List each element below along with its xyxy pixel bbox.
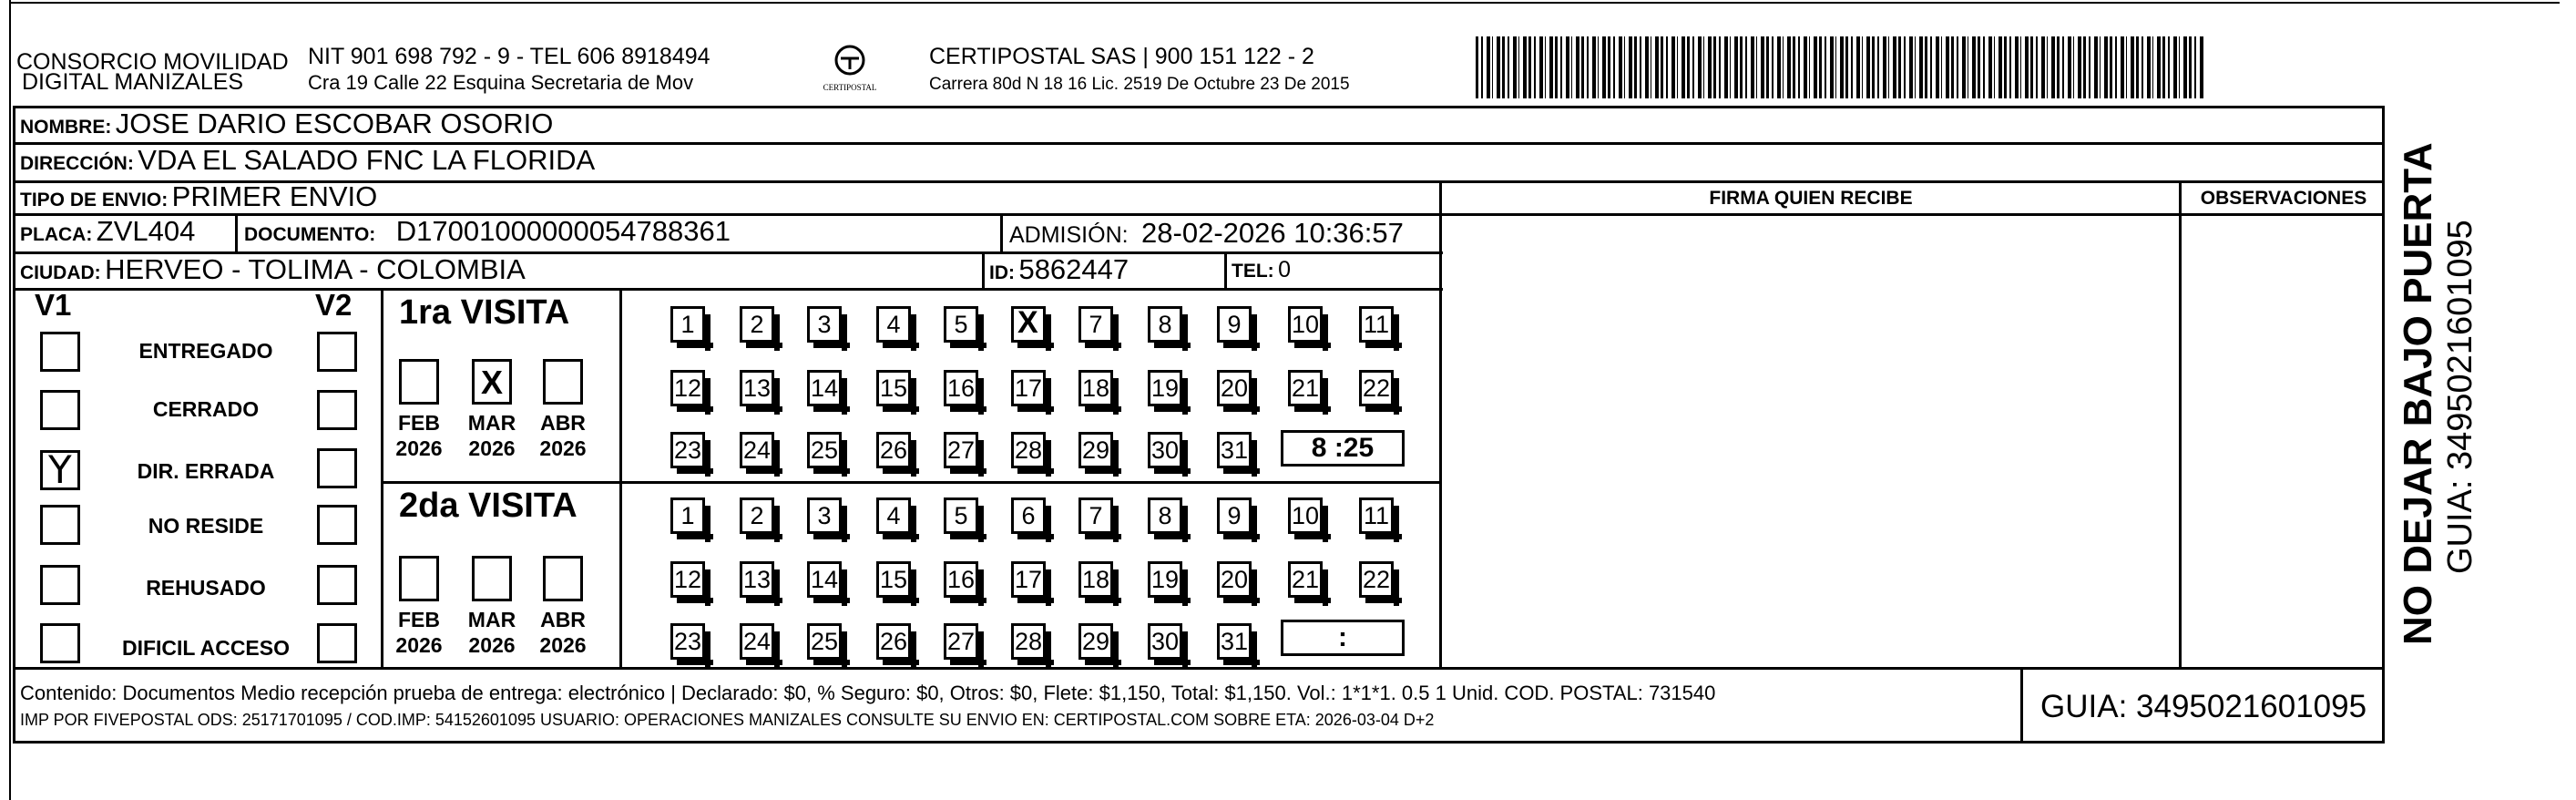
tipo-value: PRIMER ENVIO	[171, 180, 378, 212]
day-box[interactable]	[1148, 497, 1182, 534]
row-line-6	[13, 667, 2385, 670]
day-number: 16	[946, 374, 976, 402]
day-number: 28	[1014, 436, 1043, 464]
day-box[interactable]	[1288, 370, 1323, 406]
ciudad-divider	[982, 251, 985, 288]
day-number: 24	[742, 628, 772, 655]
day-number: 3	[817, 502, 832, 529]
day-number: 10	[1291, 502, 1320, 529]
v1-header: V1	[35, 288, 72, 322]
day-box[interactable]	[1359, 306, 1394, 343]
logo-icon	[832, 42, 868, 78]
day-number: 9	[1227, 311, 1242, 338]
admision-cell	[1009, 217, 1404, 250]
day-number: 17	[1014, 374, 1043, 402]
day-box[interactable]	[1078, 370, 1113, 406]
day-number: 30	[1150, 436, 1180, 464]
footer-guia-box: GUIA: 3495021601095	[2040, 689, 2367, 724]
day-number: 7	[1089, 311, 1103, 338]
placa-value: ZVL404	[96, 215, 196, 247]
day-mark: X	[1017, 305, 1038, 340]
logo-text: CERTIPOSTAL	[823, 83, 877, 92]
visita2-month-feb: FEB 2026	[395, 608, 443, 657]
day-number: 3	[817, 311, 832, 338]
day-number: 21	[1291, 374, 1320, 402]
day-box[interactable]	[807, 497, 842, 534]
day-box[interactable]	[670, 370, 705, 406]
day-box[interactable]	[670, 306, 705, 343]
day-number: 25	[810, 436, 839, 464]
visita2-time: :	[1338, 622, 1347, 652]
tel-cell	[1232, 257, 1291, 283]
v1-checkbox-dificil-acceso[interactable]	[40, 623, 80, 663]
placa-divider	[235, 215, 238, 251]
visita1-month-abr: ABR 2026	[539, 411, 587, 460]
visita-split-line	[381, 481, 1439, 484]
day-box[interactable]	[1288, 306, 1323, 343]
day-number: 4	[886, 502, 901, 529]
day-box[interactable]	[807, 432, 842, 468]
id-label: ID:	[989, 262, 1015, 283]
day-box[interactable]	[1217, 370, 1252, 406]
footer-divider	[2020, 667, 2023, 744]
day-number: 23	[673, 628, 702, 655]
nombre-value: JOSE DARIO ESCOBAR OSORIO	[115, 108, 554, 139]
day-box[interactable]	[876, 370, 911, 406]
visita2-month-box-abr[interactable]	[543, 556, 583, 601]
day-box[interactable]	[1011, 497, 1046, 534]
day-number: 17	[1014, 566, 1043, 593]
documento-value: D17001000000054788361	[395, 215, 731, 247]
visita2-month-abr: ABR 2026	[539, 608, 587, 657]
day-box[interactable]	[944, 432, 978, 468]
nombre-row	[20, 108, 553, 140]
day-box[interactable]	[807, 370, 842, 406]
v2-checkbox-entregado[interactable]	[317, 332, 357, 372]
ciudad-cell	[20, 253, 526, 286]
day-number: 9	[1227, 502, 1242, 529]
visita1-month-feb: FEB 2026	[395, 411, 443, 460]
side-no-dejar: NO DEJAR BAJO PUERTA	[2396, 142, 2440, 645]
day-number: 12	[673, 374, 702, 402]
day-box[interactable]	[1359, 561, 1394, 598]
day-number: 11	[1363, 311, 1390, 338]
day-box[interactable]	[876, 561, 911, 598]
day-number: 27	[946, 436, 976, 464]
day-box[interactable]	[876, 306, 911, 343]
visita1-title: 1ra VISITA	[399, 293, 570, 332]
day-box[interactable]	[1078, 623, 1113, 660]
barcode	[1476, 36, 2204, 98]
visita2-month-box-feb[interactable]	[399, 556, 439, 601]
side-guia: GUIA: 3495021601095	[2441, 220, 2479, 574]
day-number: 6	[1021, 502, 1036, 529]
status-label-dir-errada: DIR. ERRADA	[137, 459, 275, 483]
visita2-time-box[interactable]	[1281, 620, 1405, 656]
day-number: 12	[673, 566, 702, 593]
certipostal-line: CERTIPOSTAL SAS | 900 151 122 - 2	[929, 44, 1314, 69]
day-number: 13	[742, 374, 772, 402]
day-number: 29	[1081, 436, 1110, 464]
day-box[interactable]	[1078, 561, 1113, 598]
v2-checkbox-no-reside[interactable]	[317, 505, 357, 545]
col-divider-main	[1439, 180, 1442, 667]
ciudad-label: CIUDAD:	[20, 262, 101, 283]
visita1-month-box-abr[interactable]	[543, 359, 583, 405]
tel-label: TEL:	[1232, 261, 1274, 282]
visita1-month-box-mar[interactable]	[472, 359, 512, 405]
day-box[interactable]	[807, 306, 842, 343]
day-number: 4	[886, 311, 901, 338]
ciudad-value: HERVEO - TOLIMA - COLOMBIA	[105, 253, 526, 285]
day-box[interactable]	[1148, 306, 1182, 343]
day-box[interactable]	[1217, 432, 1252, 468]
day-box[interactable]	[1078, 306, 1113, 343]
observaciones-header: OBSERVACIONES	[2200, 188, 2367, 209]
day-number: 1	[680, 502, 695, 529]
day-number: 15	[879, 566, 908, 593]
day-number: 27	[946, 628, 976, 655]
documento-divider	[1000, 215, 1003, 251]
day-box[interactable]	[1078, 432, 1113, 468]
company-line-2: DIGITAL MANIZALES	[22, 69, 244, 95]
day-box[interactable]	[1359, 497, 1394, 534]
day-box[interactable]	[807, 623, 842, 660]
company-line-1: CONSORCIO MOVILIDAD	[16, 49, 289, 75]
day-number: 25	[810, 628, 839, 655]
day-number: 8	[1158, 311, 1172, 338]
day-box[interactable]	[1011, 306, 1046, 343]
day-box[interactable]	[670, 497, 705, 534]
day-box[interactable]	[1148, 432, 1182, 468]
day-box[interactable]	[740, 370, 774, 406]
day-box[interactable]	[944, 497, 978, 534]
day-number: 18	[1081, 566, 1110, 593]
day-number: 13	[742, 566, 772, 593]
day-number: 18	[1081, 374, 1110, 402]
day-box[interactable]	[670, 561, 705, 598]
status-label-cerrado: CERRADO	[152, 397, 260, 421]
day-box[interactable]	[1011, 623, 1046, 660]
v2-header: V2	[315, 288, 353, 322]
day-number: 20	[1220, 374, 1249, 402]
fields-bottom-line	[1443, 213, 2385, 216]
day-number: 26	[879, 628, 908, 655]
day-number: 22	[1362, 566, 1391, 593]
visita1-month-mar: MAR 2026	[467, 411, 516, 460]
day-box[interactable]	[1011, 561, 1046, 598]
day-number: 21	[1291, 566, 1320, 593]
day-number: 29	[1081, 628, 1110, 655]
tipo-label: TIPO DE ENVIO:	[20, 190, 169, 210]
status-divider	[381, 288, 383, 667]
day-box[interactable]	[1217, 306, 1252, 343]
day-box[interactable]	[670, 623, 705, 660]
documento-cell	[244, 215, 731, 248]
firma-header: FIRMA QUIEN RECIBE	[1709, 188, 1913, 209]
day-number: 5	[954, 502, 968, 529]
day-number: 14	[810, 566, 839, 593]
day-number: 11	[1363, 502, 1390, 529]
tel-value: 0	[1278, 257, 1292, 282]
day-box[interactable]	[1148, 561, 1182, 598]
visita2-title: 2da VISITA	[399, 487, 578, 525]
day-box[interactable]	[1011, 370, 1046, 406]
day-number: 31	[1220, 436, 1249, 464]
status-label-no-reside: NO RESIDE	[148, 514, 264, 538]
day-box[interactable]	[1011, 432, 1046, 468]
visita-divider	[619, 288, 622, 667]
status-label-entregado: ENTREGADO	[138, 339, 273, 363]
day-number: 30	[1150, 628, 1180, 655]
day-number: 20	[1220, 566, 1249, 593]
col-divider-obs	[2179, 180, 2182, 667]
v2-checkbox-rehusado[interactable]	[317, 565, 357, 605]
day-number: 26	[879, 436, 908, 464]
day-number: 23	[673, 436, 702, 464]
v1-checkbox-no-reside[interactable]	[40, 505, 80, 545]
visita1-time: 8 :25	[1311, 433, 1375, 463]
day-box[interactable]	[1288, 497, 1323, 534]
day-box[interactable]	[1288, 561, 1323, 598]
day-box[interactable]	[1078, 497, 1113, 534]
page-top-border	[9, 2, 2560, 4]
day-box[interactable]	[876, 497, 911, 534]
v2-checkbox-dir-errada[interactable]	[317, 448, 357, 488]
admision-value: 28-02-2026 10:36:57	[1141, 217, 1404, 249]
day-number: 10	[1291, 311, 1320, 338]
direccion-row	[20, 144, 595, 177]
day-number: 5	[954, 311, 968, 338]
day-number: 19	[1150, 566, 1180, 593]
row-line-5	[13, 288, 1443, 291]
tipo-row	[20, 180, 377, 213]
day-box[interactable]	[670, 432, 705, 468]
day-number: 14	[810, 374, 839, 402]
nit-line: NIT 901 698 792 - 9 - TEL 606 8918494	[308, 44, 710, 69]
day-box[interactable]	[740, 306, 774, 343]
day-box[interactable]	[944, 370, 978, 406]
day-number: 31	[1220, 628, 1249, 655]
id-value: 5862447	[1018, 253, 1130, 285]
day-number: 15	[879, 374, 908, 402]
day-number: 28	[1014, 628, 1043, 655]
v1-checkbox-rehusado[interactable]	[40, 565, 80, 605]
day-box[interactable]	[740, 623, 774, 660]
day-box[interactable]	[1359, 370, 1394, 406]
v2-checkbox-cerrado[interactable]	[317, 390, 357, 430]
direccion-label: DIRECCIÓN:	[20, 153, 134, 174]
day-number: 22	[1362, 374, 1391, 402]
footer-contenido: Contenido: Documentos Medio recepción prueba de entrega: electrónico | Declarado: $0, % Seguro: $0, Otros: $0, Flete: $1,150, Total: $1,150. Vol.: 1*1*1. 0.5 1 Unid. COD. POSTAL: 731540	[20, 682, 1716, 704]
visita2-month-mar: MAR 2026	[467, 608, 516, 657]
certipostal-address: Carrera 80d N 18 16 Lic. 2519 De Octubre 23 De 2015	[929, 75, 1350, 94]
visita1-month-mark: X	[481, 364, 504, 401]
visita1-month-box-feb[interactable]	[399, 359, 439, 405]
v1-checkbox-cerrado[interactable]	[40, 390, 80, 430]
v1-checkbox-dir-errada[interactable]	[40, 447, 80, 492]
address-line: Cra 19 Calle 22 Esquina Secretaria de Mov	[308, 71, 694, 94]
documento-label: DOCUMENTO:	[244, 224, 376, 245]
day-number: 2	[750, 311, 764, 338]
day-box[interactable]	[944, 561, 978, 598]
day-number: 19	[1150, 374, 1180, 402]
day-box[interactable]	[1148, 370, 1182, 406]
day-number: 16	[946, 566, 976, 593]
day-box[interactable]	[876, 623, 911, 660]
nombre-label: NOMBRE:	[20, 117, 112, 138]
visita2-month-box-mar[interactable]	[472, 556, 512, 601]
day-box[interactable]	[807, 561, 842, 598]
status-label-dificil-acceso: DIFICIL ACCESO	[121, 636, 290, 660]
day-box[interactable]	[740, 432, 774, 468]
day-box[interactable]	[1217, 623, 1252, 660]
id-cell	[989, 253, 1129, 286]
v2-checkbox-dificil-acceso[interactable]	[317, 623, 357, 663]
day-box[interactable]	[1217, 497, 1252, 534]
placa-label: PLACA:	[20, 224, 93, 245]
day-box[interactable]	[1148, 623, 1182, 660]
day-box[interactable]	[876, 432, 911, 468]
placa-cell	[20, 215, 195, 248]
day-number: 24	[742, 436, 772, 464]
direccion-value: VDA EL SALADO FNC LA FLORIDA	[138, 144, 596, 176]
day-number: 7	[1089, 502, 1103, 529]
day-box[interactable]	[740, 497, 774, 534]
page-left-border	[9, 0, 11, 800]
certipostal-logo	[811, 42, 889, 102]
id-divider	[1224, 251, 1227, 288]
day-box[interactable]	[944, 306, 978, 343]
day-number: 1	[680, 311, 695, 338]
day-number: 8	[1158, 502, 1172, 529]
day-number: 2	[750, 502, 764, 529]
day-box[interactable]	[944, 623, 978, 660]
status-label-rehusado: REHUSADO	[146, 576, 266, 600]
day-box[interactable]	[740, 561, 774, 598]
footer-imp: IMP POR FIVEPOSTAL ODS: 25171701095 / COD.IMP: 54152601095 USUARIO: OPERACIONES MANIZALES CONSULTE SU ENVIO EN: CERTIPOSTAL.COM SOBRE ETA: 2026-03-04 D+2	[20, 711, 1435, 729]
admision-label: ADMISIÓN:	[1009, 222, 1129, 248]
v1-checkbox-entregado[interactable]	[40, 332, 80, 372]
visita1-time-box[interactable]	[1281, 430, 1405, 467]
v1-mark: Y	[48, 447, 72, 492]
day-box[interactable]	[1217, 561, 1252, 598]
